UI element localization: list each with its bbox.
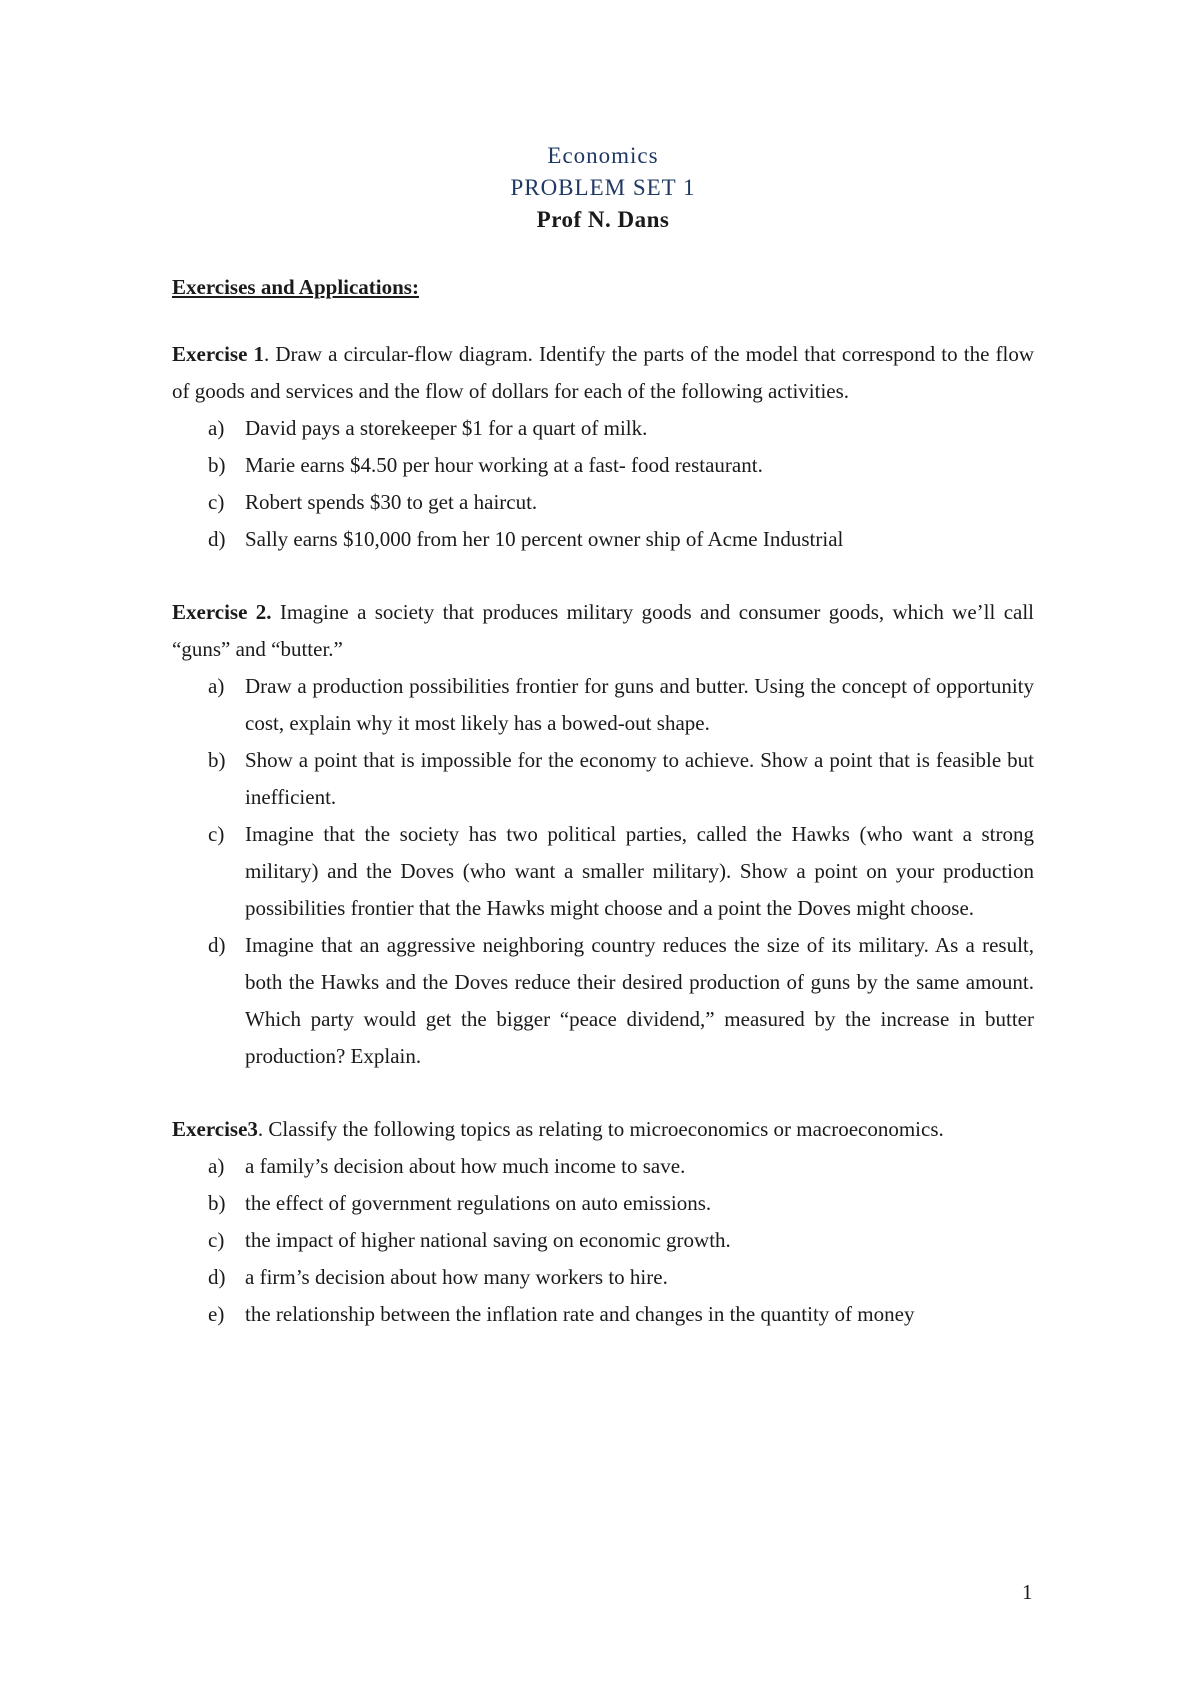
page-number: 1	[1022, 1580, 1033, 1604]
list-item	[172, 521, 1034, 558]
list-marker: b)	[208, 748, 226, 772]
list-marker: a)	[208, 674, 225, 698]
exercise-3-label: Exercise3	[172, 1117, 258, 1141]
exercise-2-intro	[172, 594, 1034, 668]
list-item-text: Draw a production possibilities frontier for guns and butter. Using the concept of opportunity cost, explain why it most likely has a bowed-out shape.	[245, 674, 1034, 735]
list-marker: c)	[208, 1228, 225, 1252]
list-marker: a)	[208, 416, 225, 440]
title-block	[172, 140, 1034, 236]
exercise-3-text: . Classify the following topics as relating to microeconomics or macroeconomics.	[257, 1117, 944, 1141]
list-marker: c)	[208, 822, 225, 846]
exercise-3-items	[172, 1148, 1034, 1333]
document-page	[172, 140, 1034, 1333]
list-item	[172, 668, 1034, 742]
list-item-text: the impact of higher national saving on economic growth.	[245, 1228, 731, 1252]
exercise-1	[172, 336, 1034, 558]
problem-set-title: PROBLEM SET 1	[510, 175, 696, 200]
list-item	[172, 410, 1034, 447]
list-item-text: Imagine that the society has two political parties, called the Hawks (who want a strong military) and the Doves (who want a smaller military). Show a point on your production possibilities frontier that the Hawks might choose and a point the Doves might choose.	[245, 822, 1034, 920]
list-item	[172, 1148, 1034, 1185]
list-item-text: Sally earns $10,000 from her 10 percent owner ship of Acme Industrial	[245, 527, 844, 551]
list-marker: b)	[208, 1191, 226, 1215]
list-marker: e)	[208, 1302, 225, 1326]
list-marker: d)	[208, 1265, 226, 1289]
exercise-3	[172, 1111, 1034, 1333]
list-item-text: Imagine that an aggressive neighboring country reduces the size of its military. As a result, both the Hawks and the Doves reduce their desired production of guns by the same amount. Which party would get the bigger “peace dividend,” measured by the increase in butter production? Explain.	[245, 933, 1034, 1068]
list-marker: c)	[208, 490, 225, 514]
list-item	[172, 447, 1034, 484]
list-marker: b)	[208, 453, 226, 477]
exercise-1-text: . Draw a circular-flow diagram. Identify the parts of the model that correspond to the flow of goods and services and the flow of dollars for each of the following activities.	[172, 342, 1034, 403]
exercise-2	[172, 594, 1034, 1075]
list-item-text: a firm’s decision about how many workers to hire.	[245, 1265, 668, 1289]
exercise-1-label: Exercise 1	[172, 342, 265, 366]
list-item	[172, 1259, 1034, 1296]
list-item-text: a family’s decision about how much income to save.	[245, 1154, 686, 1178]
list-item	[172, 742, 1034, 816]
list-marker: d)	[208, 933, 226, 957]
section-heading: Exercises and Applications:	[172, 275, 419, 299]
list-item-text: David pays a storekeeper $1 for a quart of milk.	[245, 416, 648, 440]
list-marker: a)	[208, 1154, 225, 1178]
list-item-text: the effect of government regulations on auto emissions.	[245, 1191, 712, 1215]
list-marker: d)	[208, 527, 226, 551]
exercise-3-intro	[172, 1111, 1034, 1148]
list-item	[172, 816, 1034, 927]
list-item-text: Show a point that is impossible for the economy to achieve. Show a point that is feasible but inefficient.	[245, 748, 1034, 809]
list-item	[172, 1222, 1034, 1259]
list-item-text: the relationship between the inflation rate and changes in the quantity of money	[245, 1302, 915, 1326]
author-name: Prof N. Dans	[536, 207, 670, 232]
exercise-2-text: Imagine a society that produces military goods and consumer goods, which we’ll call “guns” and “butter.”	[172, 600, 1035, 661]
exercise-1-items	[172, 410, 1034, 558]
exercise-1-intro	[172, 336, 1034, 410]
list-item	[172, 484, 1034, 521]
exercise-2-label: Exercise 2.	[172, 600, 272, 624]
list-item	[172, 1296, 1034, 1333]
subject-title: Economics	[547, 143, 659, 168]
list-item	[172, 927, 1034, 1075]
list-item-text: Robert spends $30 to get a haircut.	[245, 490, 538, 514]
list-item-text: Marie earns $4.50 per hour working at a fast- food restaurant.	[245, 453, 763, 477]
list-item	[172, 1185, 1034, 1222]
exercise-2-items	[172, 668, 1034, 1075]
